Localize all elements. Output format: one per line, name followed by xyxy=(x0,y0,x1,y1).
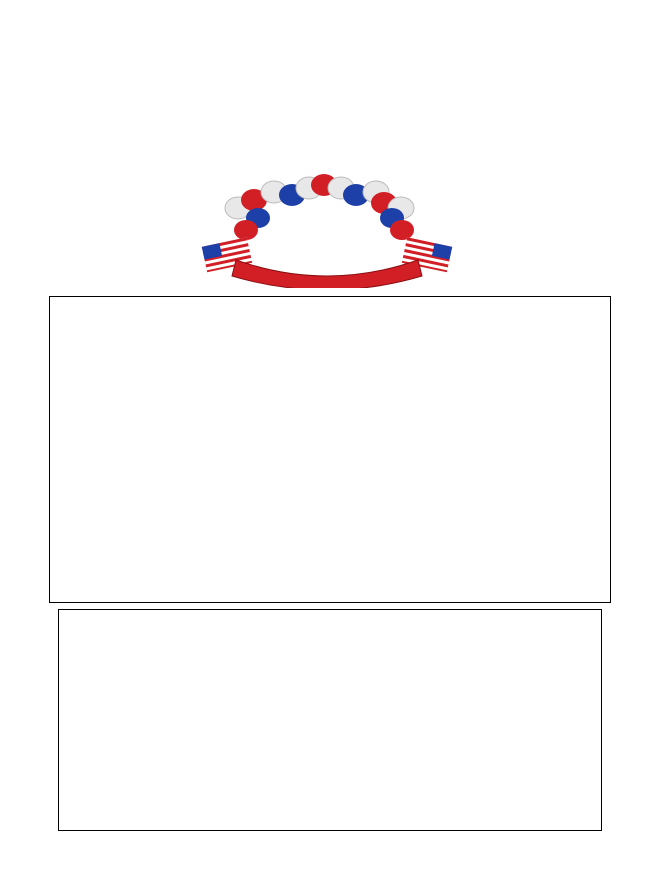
office-address xyxy=(59,616,601,691)
notice-box xyxy=(49,296,611,603)
staff-row xyxy=(67,793,587,808)
balloons xyxy=(225,174,414,240)
office-street xyxy=(59,631,601,646)
ribbon-banner xyxy=(232,260,422,288)
fourth-of-july-logo xyxy=(196,168,458,288)
firecracker-border-right xyxy=(634,30,658,842)
office-city xyxy=(59,646,601,661)
staff-row xyxy=(67,748,587,763)
office-name xyxy=(59,616,601,631)
staff-row xyxy=(67,808,587,823)
firecracker-border-top xyxy=(0,0,666,30)
firecracker-border-left xyxy=(0,30,24,842)
maintenance-phone xyxy=(59,676,601,691)
staff-row xyxy=(67,778,587,793)
firecracker-border-bottom xyxy=(0,840,666,873)
contact-info-box xyxy=(58,609,602,831)
staff-directory-list xyxy=(67,748,587,823)
staff-row xyxy=(67,763,587,778)
office-phone xyxy=(59,661,601,676)
